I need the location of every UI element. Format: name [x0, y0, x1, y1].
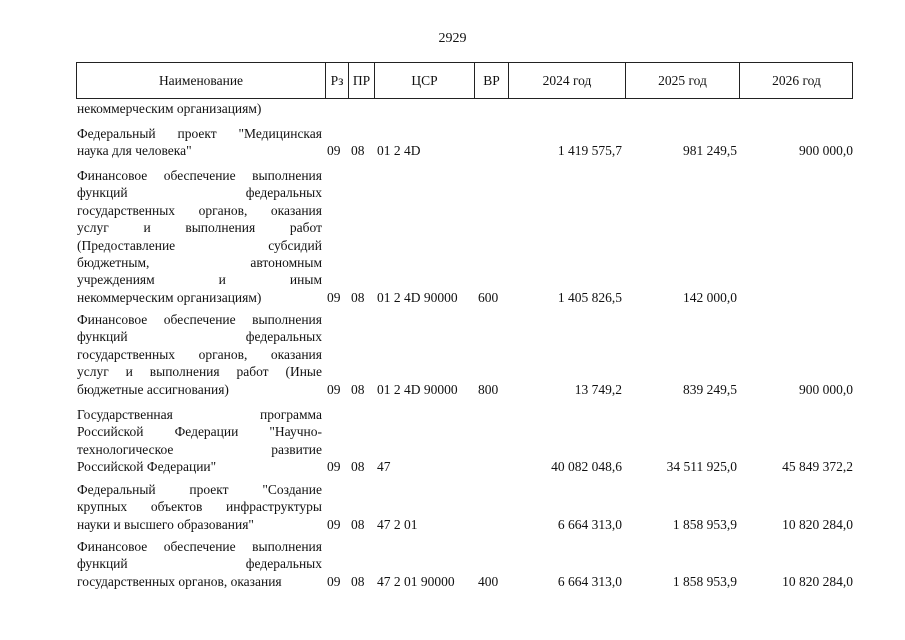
- cell-vr: 800: [478, 381, 499, 397]
- cell-y2026: 10 820 284,0: [782, 516, 853, 532]
- cell-y2025: 142 000,0: [683, 289, 737, 305]
- row-name-line: наука для человека": [77, 143, 192, 159]
- row-name-line: науки и высшего образования": [77, 516, 254, 532]
- row-name-line: Финансовое обеспечение выполнения: [77, 168, 322, 183]
- row-name-line: некоммерческим организациям): [77, 289, 262, 305]
- cell-pr: 08: [351, 459, 365, 475]
- cell-vr: 600: [478, 289, 499, 305]
- cell-y2026: 900 000,0: [799, 143, 853, 159]
- header-2025: 2025 год: [625, 63, 739, 98]
- row-name-line: бюджетные ассигнования): [77, 381, 229, 397]
- cell-csr: 47 2 01 90000: [377, 573, 455, 589]
- row-name-line: государственных органов, оказания: [77, 346, 322, 362]
- row-name-line: Российской Федерации "Научно-: [77, 424, 322, 440]
- cell-y2026: 10 820 284,0: [782, 573, 853, 589]
- row-name: [77, 538, 322, 590]
- header-rz: Рз: [325, 63, 348, 98]
- header-csr: ЦСР: [374, 63, 474, 98]
- row-name-line: учреждениям и иным: [77, 272, 322, 288]
- table-header: [76, 62, 853, 99]
- cell-y2024: 1 405 826,5: [557, 289, 622, 305]
- row-name-line: государственных органов, оказания: [77, 573, 282, 589]
- cell-rz: 09: [327, 459, 341, 475]
- header-vr: ВР: [474, 63, 508, 98]
- row-name-line: государственных органов, оказания: [77, 202, 322, 218]
- cell-pr: 08: [351, 381, 365, 397]
- cell-rz: 09: [327, 516, 341, 532]
- row-name-line: Федеральный проект "Медицинская: [77, 126, 322, 141]
- cell-csr: 01 2 4D: [377, 143, 421, 159]
- cell-csr: 47: [377, 459, 391, 475]
- cell-rz: 09: [327, 143, 341, 159]
- row-name-line: (Предоставление субсидий: [77, 237, 322, 253]
- cell-y2026: 45 849 372,2: [782, 459, 853, 475]
- row-name: [77, 406, 322, 476]
- row-name-line: Финансовое обеспечение выполнения: [77, 312, 322, 327]
- cell-y2024: 6 664 313,0: [557, 516, 622, 532]
- cell-csr: 01 2 4D 90000: [377, 289, 458, 305]
- row-name-line: Федеральный проект "Создание: [77, 482, 322, 497]
- header-2026: 2026 год: [739, 63, 853, 98]
- row-name-line: услуг и выполнения работ: [77, 220, 322, 236]
- row-name: [77, 100, 322, 117]
- cell-y2026: 900 000,0: [799, 381, 853, 397]
- cell-y2025: 981 249,5: [683, 143, 737, 159]
- cell-pr: 08: [351, 289, 365, 305]
- row-name-line: Финансовое обеспечение выполнения: [77, 539, 322, 554]
- row-name: [77, 125, 322, 160]
- row-name: [77, 311, 322, 398]
- cell-y2024: 40 082 048,6: [551, 459, 622, 475]
- cell-pr: 08: [351, 516, 365, 532]
- cell-rz: 09: [327, 573, 341, 589]
- page-number: 2929: [438, 31, 467, 46]
- cell-csr: 47 2 01: [377, 516, 418, 532]
- row-name: [77, 481, 322, 533]
- row-name-line: услуг и выполнения работ (Иные: [77, 364, 322, 380]
- cell-y2025: 34 511 925,0: [666, 459, 737, 475]
- cell-y2025: 1 858 953,9: [672, 573, 737, 589]
- header-pr: ПР: [348, 63, 374, 98]
- row-name-line: крупных объектов инфраструктуры: [77, 499, 322, 515]
- cell-rz: 09: [327, 289, 341, 305]
- cell-y2024: 1 419 575,7: [557, 143, 622, 159]
- cell-rz: 09: [327, 381, 341, 397]
- cell-csr: 01 2 4D 90000: [377, 381, 458, 397]
- row-name-line: функций федеральных: [77, 329, 322, 345]
- cell-y2024: 6 664 313,0: [557, 573, 622, 589]
- row-name-line: функций федеральных: [77, 556, 322, 572]
- row-name-line: бюджетным, автономным: [77, 255, 322, 271]
- row-name-line: Государственная программа: [77, 407, 322, 422]
- cell-pr: 08: [351, 143, 365, 159]
- row-name-line: Российской Федерации": [77, 459, 217, 475]
- cell-y2024: 13 749,2: [574, 381, 622, 397]
- row-name-line: технологическое развитие: [77, 441, 322, 457]
- cell-pr: 08: [351, 573, 365, 589]
- cell-y2025: 1 858 953,9: [672, 516, 737, 532]
- row-name-line: некоммерческим организациям): [77, 101, 262, 116]
- cell-y2025: 839 249,5: [683, 381, 737, 397]
- cell-vr: 400: [478, 573, 499, 589]
- row-name: [77, 167, 322, 306]
- header-name: Наименование: [158, 73, 244, 88]
- header-2024: 2024 год: [508, 63, 625, 98]
- row-name-line: функций федеральных: [77, 185, 322, 201]
